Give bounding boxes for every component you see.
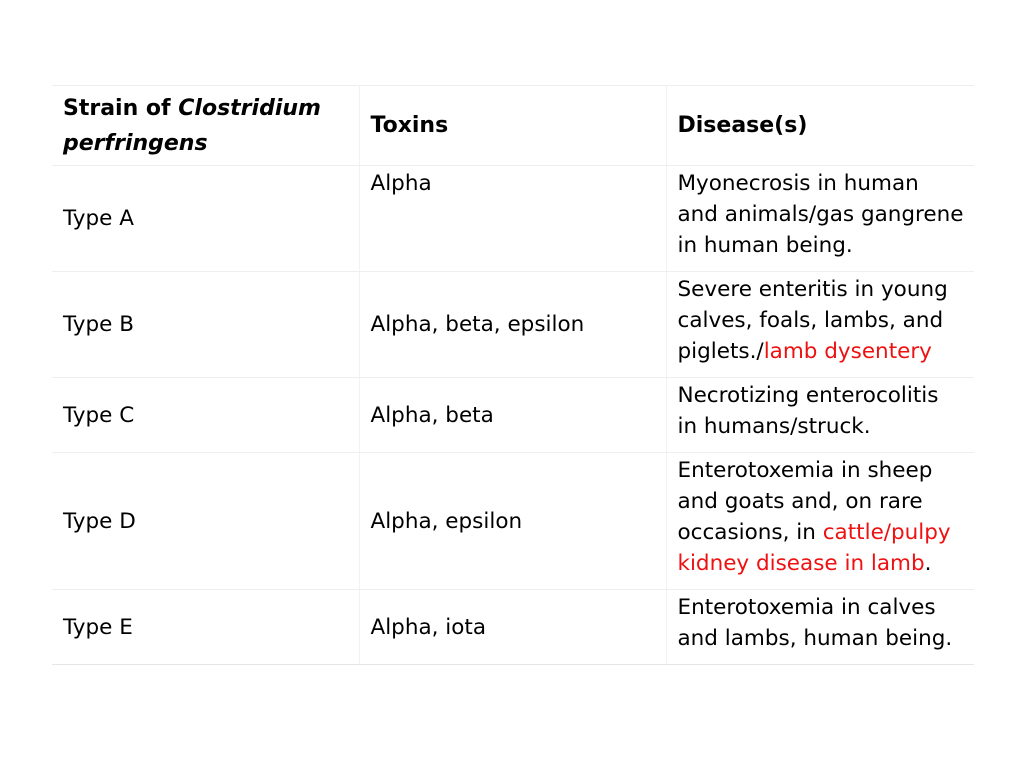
header-strain bbox=[52, 86, 359, 166]
disease-highlight: cattle/pulpy kidney disease in lamb bbox=[677, 520, 951, 576]
cell-disease bbox=[666, 453, 974, 590]
header-strain-species: Clostridium perfringens bbox=[63, 95, 321, 156]
cell-disease: Enterotoxemia in calves and lambs, human being. bbox=[666, 590, 974, 665]
table-row bbox=[52, 453, 974, 590]
cell-strain-type: Type C bbox=[52, 378, 359, 453]
cell-toxins: Alpha, beta bbox=[359, 378, 666, 453]
cell-toxins: Alpha, beta, epsilon bbox=[359, 272, 666, 378]
table-row bbox=[52, 590, 974, 665]
cell-strain-type: Type E bbox=[52, 590, 359, 665]
cell-toxins: Alpha, epsilon bbox=[359, 453, 666, 590]
header-strain-prefix: Strain of bbox=[63, 95, 179, 121]
cell-disease: Necrotizing enterocolitis in humans/struck. bbox=[666, 378, 974, 453]
cell-strain-type: Type B bbox=[52, 272, 359, 378]
disease-text: Enterotoxemia in sheep and goats and, on rare occasions, in bbox=[677, 458, 933, 545]
cell-toxins: Alpha, iota bbox=[359, 590, 666, 665]
cell-disease bbox=[666, 272, 974, 378]
cell-toxins: Alpha bbox=[359, 166, 666, 272]
header-diseases: Disease(s) bbox=[666, 86, 974, 166]
disease-highlight: lamb dysentery bbox=[763, 339, 932, 364]
table-row bbox=[52, 378, 974, 453]
cell-strain-type: Type A bbox=[52, 166, 359, 272]
table-header-row bbox=[52, 86, 974, 166]
table-row bbox=[52, 272, 974, 378]
clostridium-strain-table bbox=[52, 85, 974, 665]
cell-strain-type: Type D bbox=[52, 453, 359, 590]
header-toxins: Toxins bbox=[359, 86, 666, 166]
disease-text-end: . bbox=[924, 551, 932, 576]
table-row bbox=[52, 166, 974, 272]
cell-disease: Myonecrosis in human and animals/gas gangrene in human being. bbox=[666, 166, 974, 272]
disease-text: Severe enteritis in young calves, foals, lambs, and piglets./ bbox=[677, 277, 948, 364]
